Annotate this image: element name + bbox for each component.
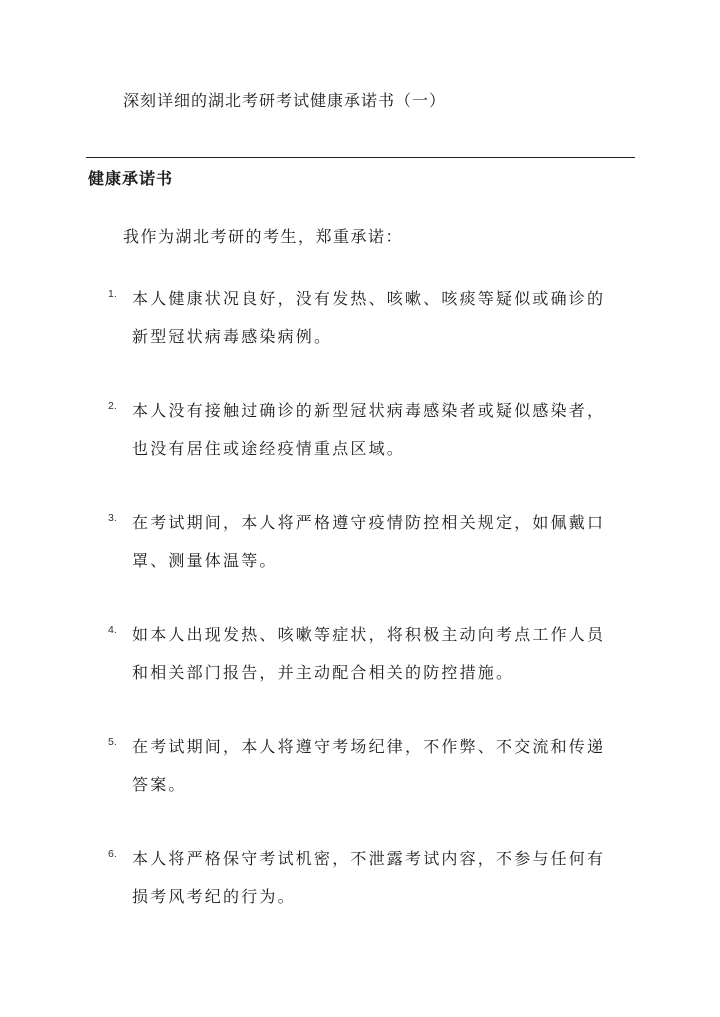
item-text-line: 在考试期间，本人将严格遵守疫情防控相关规定，如佩戴口 [132,513,606,532]
item-text-line: 本人没有接触过确诊的新型冠状病毒感染者或疑似感染者， [132,401,606,420]
intro-paragraph: 我作为湖北考研的考生，郑重承诺： [123,227,404,246]
item-number: 6. [108,848,117,860]
list-item [104,728,624,804]
item-text-line: 本人健康状况良好，没有发热、咳嗽、咳痰等疑似或确诊的 [132,289,606,308]
list-item [104,280,624,356]
section-heading: 健康承诺书 [88,169,174,188]
list-item [104,840,624,916]
item-text-line: 如本人出现发热、咳嗽等症状，将积极主动向考点工作人员 [132,625,606,644]
item-number: 5. [108,736,117,748]
item-number: 2. [108,400,117,412]
item-text-line: 本人将严格保守考试机密，不泄露考试内容，不参与任何有 [132,849,606,868]
list-item [104,616,624,692]
item-text-line: 也没有居住或途经疫情重点区域。 [132,439,406,458]
item-text-line: 新型冠状病毒感染病例。 [132,327,333,346]
list-item [104,504,624,580]
document-title: 深刻详细的湖北考研考试健康承诺书（一） [123,91,447,110]
item-text-line: 在考试期间，本人将遵守考场纪律，不作弊、不交流和传递 [132,737,606,756]
list-item [104,392,624,468]
pledge-list [104,280,624,952]
item-text-line: 罩、测量体温等。 [132,551,278,570]
item-number: 4. [108,624,117,636]
item-text-line: 答案。 [132,775,187,794]
item-number: 1. [108,288,117,300]
item-number: 3. [108,512,117,524]
item-text-line: 损考风考纪的行为。 [132,887,296,906]
item-text-line: 和相关部门报告，并主动配合相关的防控措施。 [132,663,515,682]
title-divider [86,157,635,158]
